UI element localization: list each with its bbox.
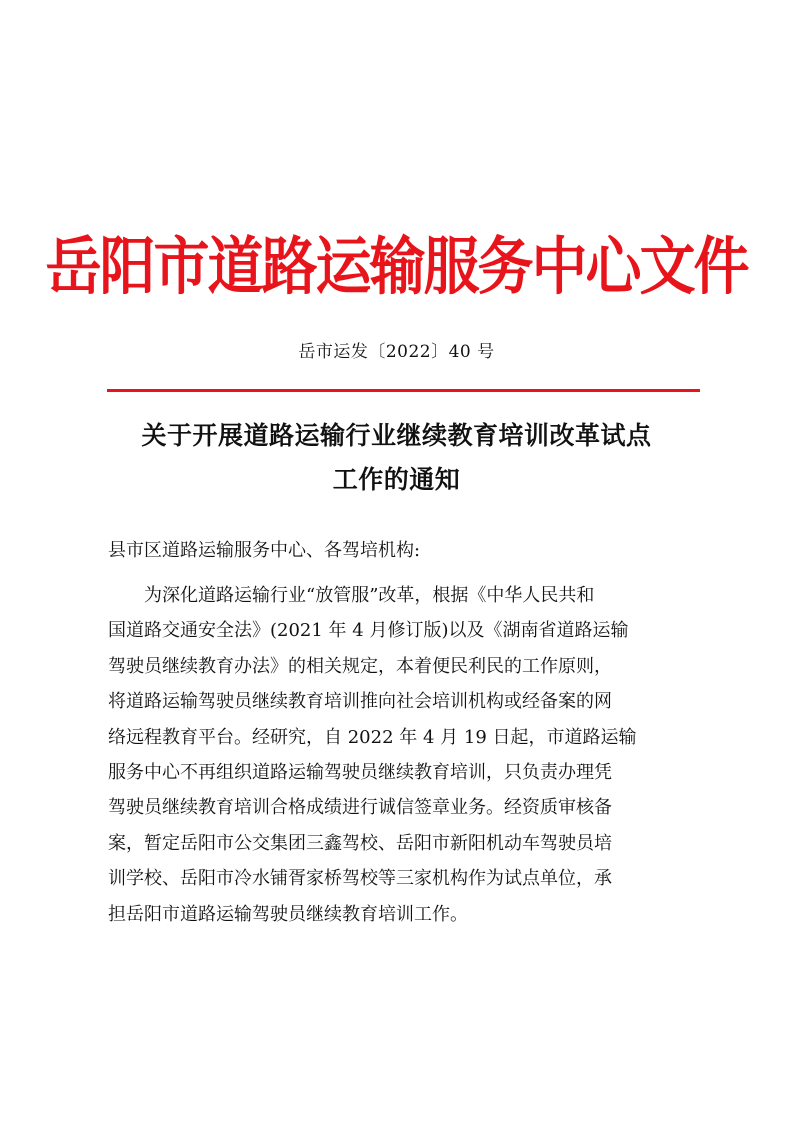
body-line: 服务中心不再组织道路运输驾驶员继续教育培训，只负责办理凭 [108,762,612,784]
body-line: 案，暂定岳阳市公交集团三鑫驾校、岳阳市新阳机动车驾驶员培 [108,832,612,854]
body-line: 驾驶员继续教育办法》的相关规定，本着便民利民的工作原则， [108,655,612,677]
body-line: 将道路运输驾驶员继续教育培训推向社会培训机构或经备案的网 [108,691,612,713]
header-divider-rule [107,389,700,392]
body-line: 驾驶员继续教育培训合格成绩进行诚信签章业务。经资质审核备 [108,797,612,819]
salutation: 县市区道路运输服务中心、各驾培机构: [108,540,421,561]
subject-title-line-1: 关于开展道路运输行业继续教育培训改革试点 [141,421,652,450]
body-line: 国道路交通安全法》(2021 年 4 月修订版)以及《湖南省道路运输 [108,620,629,642]
body-line: 络远程教育平台。经研究，自 2022 年 4 月 19 日起，市道路运输 [108,726,637,748]
body-paragraph [108,578,692,932]
notice-subject-title [80,414,713,502]
document-header-title: 岳阳市道路运输服务中心文件 [45,231,748,304]
body-line: 训学校、岳阳市冷水铺胥家桥驾校等三家机构作为试点单位，承 [108,868,612,890]
body-line: 为深化道路运输行业“放管服”改革，根据《中华人民共和 [144,585,595,606]
document-number: 岳市运发〔2022〕40 号 [298,342,495,362]
body-line: 担岳阳市道路运输驾驶员继续教育培训工作。 [108,903,468,925]
subject-title-line-2: 工作的通知 [332,465,461,494]
